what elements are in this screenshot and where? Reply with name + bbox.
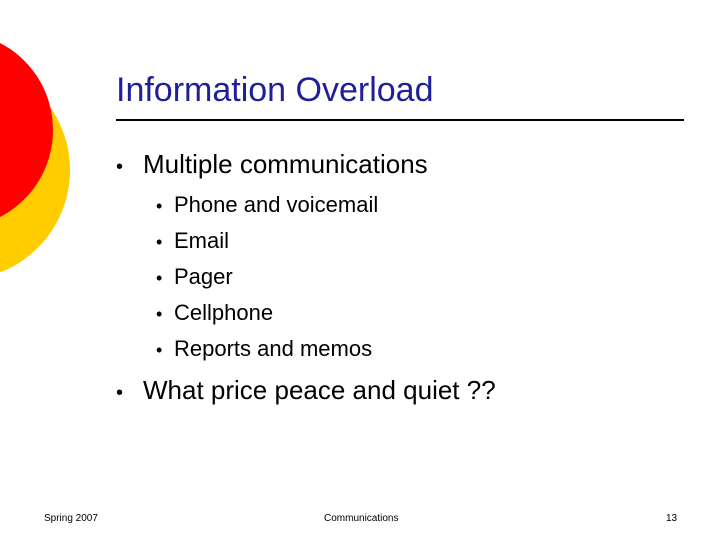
- bullet-dot: •: [116, 382, 124, 404]
- sub-bullet-text: Pager: [174, 264, 233, 289]
- sub-bullet-email: [156, 226, 229, 257]
- bullet-text: What price peace and quiet ??: [143, 375, 496, 405]
- title-underline: [116, 119, 684, 121]
- bullet-dot: •: [156, 232, 163, 252]
- sub-bullet-reports: [156, 334, 372, 365]
- slide-title: Information Overload: [116, 71, 434, 109]
- sub-bullet-text: Email: [174, 228, 230, 253]
- sub-bullet-phone: [156, 190, 378, 221]
- sub-bullet-cellphone: [156, 298, 273, 329]
- sub-bullet-pager: [156, 262, 233, 293]
- bullet-dot: •: [156, 340, 163, 360]
- sub-bullet-text: Cellphone: [174, 300, 274, 325]
- footer-page-number: 13: [666, 513, 678, 524]
- bullet-multiple-communications: [116, 148, 428, 183]
- sub-bullet-text: Phone and voicemail: [174, 192, 379, 217]
- bullet-text: Multiple communications: [143, 149, 428, 179]
- bullet-dot: •: [156, 268, 163, 288]
- bullet-dot: •: [156, 304, 163, 324]
- sub-bullet-text: Reports and memos: [174, 336, 373, 361]
- footer-title: Communications: [324, 513, 399, 524]
- bullet-dot: •: [156, 196, 163, 216]
- bullet-peace-and-quiet: [116, 374, 496, 409]
- bullet-dot: •: [116, 156, 124, 178]
- footer-date: Spring 2007: [44, 513, 98, 524]
